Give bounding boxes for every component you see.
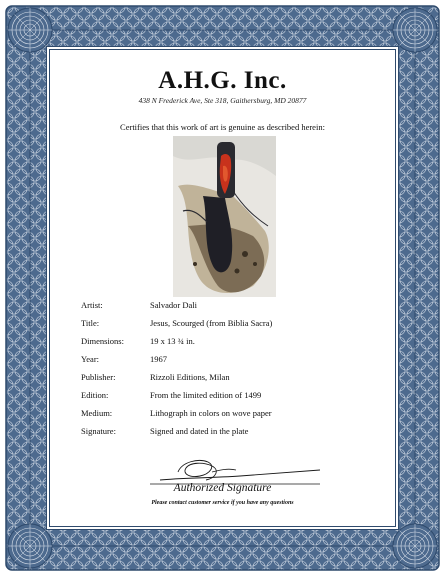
company-address: 438 N Frederick Ave, Ste 318, Gaithersburg, MD 20877 bbox=[138, 96, 307, 105]
detail-label: Dimensions: bbox=[81, 336, 124, 346]
detail-value: Jesus, Scourged (from Biblia Sacra) bbox=[150, 318, 273, 328]
detail-label: Artist: bbox=[81, 300, 103, 310]
detail-row-dimensions bbox=[81, 336, 381, 348]
detail-value: 19 x 13 ¾ in. bbox=[150, 336, 195, 346]
detail-row-medium bbox=[81, 408, 381, 420]
detail-row-signature bbox=[81, 426, 381, 438]
detail-value: Salvador Dali bbox=[150, 300, 197, 310]
company-name: A.H.G. Inc. bbox=[158, 67, 287, 94]
detail-row-publisher bbox=[81, 372, 381, 384]
detail-label: Edition: bbox=[81, 390, 109, 400]
detail-label: Signature: bbox=[81, 426, 116, 436]
detail-row-edition bbox=[81, 390, 381, 402]
detail-label: Medium: bbox=[81, 408, 113, 418]
detail-label: Year: bbox=[81, 354, 100, 364]
detail-row-year bbox=[81, 354, 381, 366]
detail-value: Lithograph in colors on wove paper bbox=[150, 408, 272, 418]
detail-label: Publisher: bbox=[81, 372, 116, 382]
detail-value: From the limited edition of 1499 bbox=[150, 390, 262, 400]
contact-note: Please contact customer service if you have any questions bbox=[151, 500, 294, 506]
detail-value: Signed and dated in the plate bbox=[150, 426, 249, 436]
authorized-signature-label: Authorized Signature bbox=[173, 482, 272, 494]
artwork-image bbox=[173, 136, 276, 297]
detail-row-artist bbox=[81, 300, 381, 312]
detail-row-title bbox=[81, 318, 381, 330]
detail-value: 1967 bbox=[150, 354, 167, 364]
certificate-body bbox=[49, 49, 396, 527]
detail-value: Rizzoli Editions, Milan bbox=[150, 372, 230, 382]
detail-label: Title: bbox=[81, 318, 100, 328]
certification-statement: Certifies that this work of art is genuine as described herein: bbox=[120, 122, 325, 132]
